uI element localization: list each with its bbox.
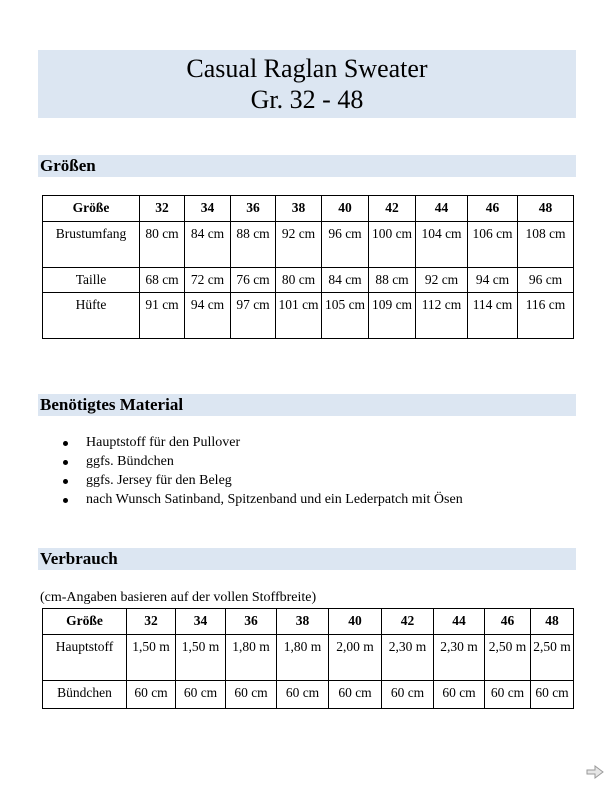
usage-table-header-cell: 38 — [277, 609, 329, 635]
size-table-header-cell: 46 — [468, 196, 518, 222]
section-heading-usage-label: Verbrauch — [40, 549, 118, 568]
table-cell: 1,50 m — [127, 635, 176, 681]
size-table-header-cell: Größe — [43, 196, 140, 222]
section-heading-material — [38, 394, 576, 416]
table-cell: 60 cm — [531, 681, 574, 709]
table-cell: 84 cm — [322, 268, 369, 293]
size-table-header-cell: 36 — [231, 196, 276, 222]
table-cell: 1,80 m — [277, 635, 329, 681]
table-cell: 84 cm — [185, 222, 231, 268]
table-cell: 60 cm — [382, 681, 434, 709]
row-label: Brustumfang — [43, 222, 140, 268]
usage-table-header-cell: 32 — [127, 609, 176, 635]
size-table-header-cell: 44 — [416, 196, 468, 222]
row-label: Hauptstoff — [43, 635, 127, 681]
usage-table-header-cell: Größe — [43, 609, 127, 635]
table-cell: 60 cm — [127, 681, 176, 709]
table-cell: 2,00 m — [329, 635, 382, 681]
row-label: Hüfte — [43, 293, 140, 339]
table-row — [43, 681, 574, 709]
table-cell: 101 cm — [276, 293, 322, 339]
size-table-header-cell: 32 — [140, 196, 185, 222]
table-cell: 80 cm — [140, 222, 185, 268]
usage-table-header-cell: 44 — [434, 609, 485, 635]
table-cell: 92 cm — [276, 222, 322, 268]
table-cell: 2,30 m — [382, 635, 434, 681]
table-cell: 88 cm — [369, 268, 416, 293]
table-cell: 88 cm — [231, 222, 276, 268]
table-cell: 114 cm — [468, 293, 518, 339]
usage-table-header-cell: 42 — [382, 609, 434, 635]
table-cell: 94 cm — [468, 268, 518, 293]
table-cell: 112 cm — [416, 293, 468, 339]
table-cell: 60 cm — [226, 681, 277, 709]
size-table-header-cell: 40 — [322, 196, 369, 222]
list-item: ggfs. Bündchen — [40, 452, 463, 471]
title-banner — [38, 50, 576, 118]
size-table-header — [43, 196, 574, 222]
table-row — [43, 635, 574, 681]
table-row — [43, 222, 574, 268]
document-subtitle: Gr. 32 - 48 — [250, 85, 364, 114]
section-heading-sizes-label: Größen — [40, 156, 96, 175]
table-cell: 105 cm — [322, 293, 369, 339]
usage-table-header-cell: 46 — [485, 609, 531, 635]
row-label: Taille — [43, 268, 140, 293]
size-table-header-cell: 42 — [369, 196, 416, 222]
usage-table — [42, 608, 574, 709]
table-cell: 2,50 m — [485, 635, 531, 681]
table-cell: 60 cm — [176, 681, 226, 709]
table-cell: 100 cm — [369, 222, 416, 268]
section-heading-sizes — [38, 155, 576, 177]
usage-table-header-cell: 48 — [531, 609, 574, 635]
document-title: Casual Raglan Sweater — [186, 54, 428, 83]
table-cell: 96 cm — [518, 268, 574, 293]
table-cell: 104 cm — [416, 222, 468, 268]
section-heading-material-label: Benötigtes Material — [40, 395, 184, 414]
table-row — [43, 268, 574, 293]
section-heading-usage — [38, 548, 576, 570]
table-cell: 80 cm — [276, 268, 322, 293]
table-cell: 1,80 m — [226, 635, 277, 681]
material-list — [40, 433, 463, 509]
usage-table-header-cell: 34 — [176, 609, 226, 635]
usage-table-header — [43, 609, 574, 635]
table-cell: 94 cm — [185, 293, 231, 339]
table-cell: 108 cm — [518, 222, 574, 268]
table-cell: 2,30 m — [434, 635, 485, 681]
list-item: Hauptstoff für den Pullover — [40, 433, 463, 452]
size-table — [42, 195, 574, 339]
table-cell: 109 cm — [369, 293, 416, 339]
table-cell: 1,50 m — [176, 635, 226, 681]
table-cell: 96 cm — [322, 222, 369, 268]
table-cell: 91 cm — [140, 293, 185, 339]
table-cell: 60 cm — [277, 681, 329, 709]
table-cell: 68 cm — [140, 268, 185, 293]
usage-table-header-cell: 40 — [329, 609, 382, 635]
usage-note: (cm-Angaben basieren auf der vollen Stoffbreite) — [40, 590, 317, 605]
list-item: nach Wunsch Satinband, Spitzenband und ein Lederpatch mit Ösen — [40, 490, 463, 509]
arrow-right-icon[interactable] — [586, 765, 604, 779]
row-label: Bündchen — [43, 681, 127, 709]
table-cell: 2,50 m — [531, 635, 574, 681]
table-cell: 60 cm — [485, 681, 531, 709]
table-cell: 72 cm — [185, 268, 231, 293]
table-cell: 76 cm — [231, 268, 276, 293]
table-cell: 60 cm — [329, 681, 382, 709]
table-row — [43, 293, 574, 339]
size-table-header-cell: 38 — [276, 196, 322, 222]
table-cell: 97 cm — [231, 293, 276, 339]
list-item: ggfs. Jersey für den Beleg — [40, 471, 463, 490]
usage-table-header-cell: 36 — [226, 609, 277, 635]
table-cell: 60 cm — [434, 681, 485, 709]
size-table-header-cell: 48 — [518, 196, 574, 222]
table-cell: 116 cm — [518, 293, 574, 339]
size-table-header-cell: 34 — [185, 196, 231, 222]
table-cell: 92 cm — [416, 268, 468, 293]
table-cell: 106 cm — [468, 222, 518, 268]
